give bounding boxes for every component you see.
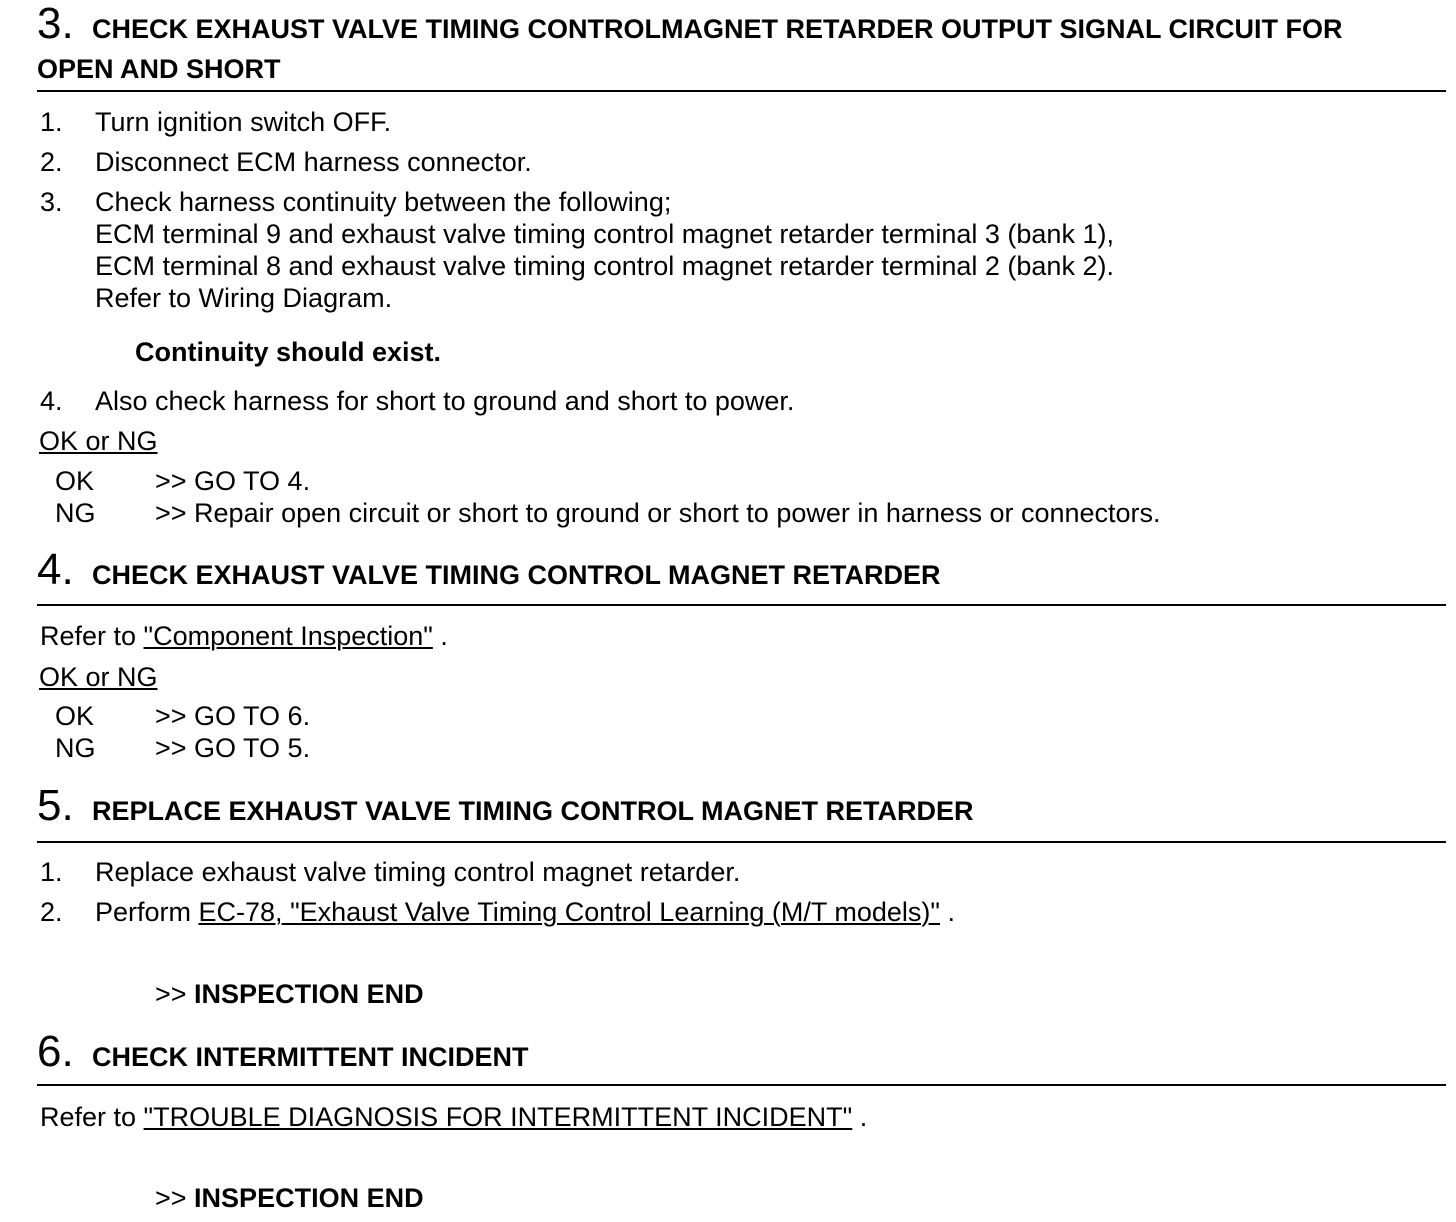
step-3-title-line1: CHECK EXHAUST VALVE TIMING CONTROLMAGNET RETARDER OUTPUT SIGNAL CIRCUIT FOR: [92, 14, 1343, 44]
step-3-item-2-text: Disconnect ECM harness connector.: [95, 147, 532, 177]
step-3-item-3-number: 3.: [40, 187, 63, 217]
step-5-divider: [37, 841, 1446, 843]
step-5-number: 5.: [37, 781, 74, 830]
step-3-item-4-number: 4.: [40, 386, 63, 416]
step-6-refer-prefix: Refer to: [40, 1102, 144, 1132]
step-3-divider: [37, 90, 1446, 92]
step-4-refer: [40, 620, 448, 652]
step-3-okng-label: OK or NG: [39, 426, 158, 456]
step-6-divider: [37, 1084, 1446, 1086]
step-3-result-ng-action: >> Repair open circuit or short to ground or short to power in harness or connectors.: [155, 498, 1161, 528]
step-6-end-text: INSPECTION END: [194, 1183, 424, 1213]
step-5-item-2: [95, 896, 955, 928]
step-4-divider: [37, 604, 1446, 606]
step-5-item-1-text: Replace exhaust valve timing control magnet retarder.: [95, 857, 741, 887]
step-5-end: [155, 978, 424, 1010]
step-4-result-ok-action: >> GO TO 6.: [155, 701, 311, 731]
step-3-result-ok-action: >> GO TO 4.: [155, 466, 311, 496]
step-3-item-3-line-4: Refer to Wiring Diagram.: [95, 283, 393, 313]
step-4-okng-label: OK or NG: [39, 662, 158, 692]
step-3-item-1-number: 1.: [40, 107, 63, 137]
step-6-refer: [40, 1101, 867, 1133]
step-5-title: REPLACE EXHAUST VALVE TIMING CONTROL MAGNET RETARDER: [92, 796, 974, 826]
step-5-item-2-suffix: .: [940, 897, 956, 927]
intermittent-incident-link[interactable]: "TROUBLE DIAGNOSIS FOR INTERMITTENT INCIDENT": [143, 1102, 853, 1132]
ec-78-learning-link[interactable]: EC-78, "Exhaust Valve Timing Control Learning (M/T models)": [198, 897, 941, 927]
step-6-refer-suffix: .: [852, 1102, 868, 1132]
step-5-item-2-number: 2.: [40, 897, 63, 927]
step-3-item-1-text: Turn ignition switch OFF.: [95, 107, 392, 137]
step-4-refer-suffix: .: [432, 621, 448, 651]
step-3-item-3-line-2: ECM terminal 9 and exhaust valve timing control magnet retarder terminal 3 (bank 1),: [95, 219, 1114, 249]
step-3-spec: Continuity should exist.: [135, 337, 442, 367]
step-4-result-ng-action: >> GO TO 5.: [155, 733, 311, 763]
step-3-result-ok-key: OK: [55, 466, 95, 496]
step-6-title: CHECK INTERMITTENT INCIDENT: [92, 1042, 529, 1072]
step-3-item-3-line-3: ECM terminal 8 and exhaust valve timing control magnet retarder terminal 2 (bank 2).: [95, 251, 1114, 281]
step-4-result-ng-key: NG: [55, 733, 96, 763]
step-5-item-2-prefix: Perform: [95, 897, 199, 927]
step-5-item-1-number: 1.: [40, 857, 63, 887]
step-5-end-prefix: >>: [155, 979, 195, 1009]
step-3-result-ng-key: NG: [55, 498, 96, 528]
step-3-item-2-number: 2.: [40, 147, 63, 177]
step-4-result-ok-key: OK: [55, 701, 95, 731]
step-6-end: [155, 1182, 424, 1214]
step-3-number: 3.: [37, 0, 74, 48]
step-3-item-4-text: Also check harness for short to ground and short to power.: [95, 386, 795, 416]
step-4-title: CHECK EXHAUST VALVE TIMING CONTROL MAGNET RETARDER: [92, 560, 941, 590]
step-6-number: 6.: [37, 1027, 74, 1076]
component-inspection-link[interactable]: "Component Inspection": [143, 621, 433, 651]
step-4-refer-prefix: Refer to: [40, 621, 144, 651]
step-6-end-prefix: >>: [155, 1183, 195, 1213]
step-3-item-3-line-1: Check harness continuity between the following;: [95, 187, 672, 217]
step-4-number: 4.: [37, 545, 74, 594]
step-5-end-text: INSPECTION END: [194, 979, 424, 1009]
step-3-title-line2: OPEN AND SHORT: [37, 54, 281, 84]
